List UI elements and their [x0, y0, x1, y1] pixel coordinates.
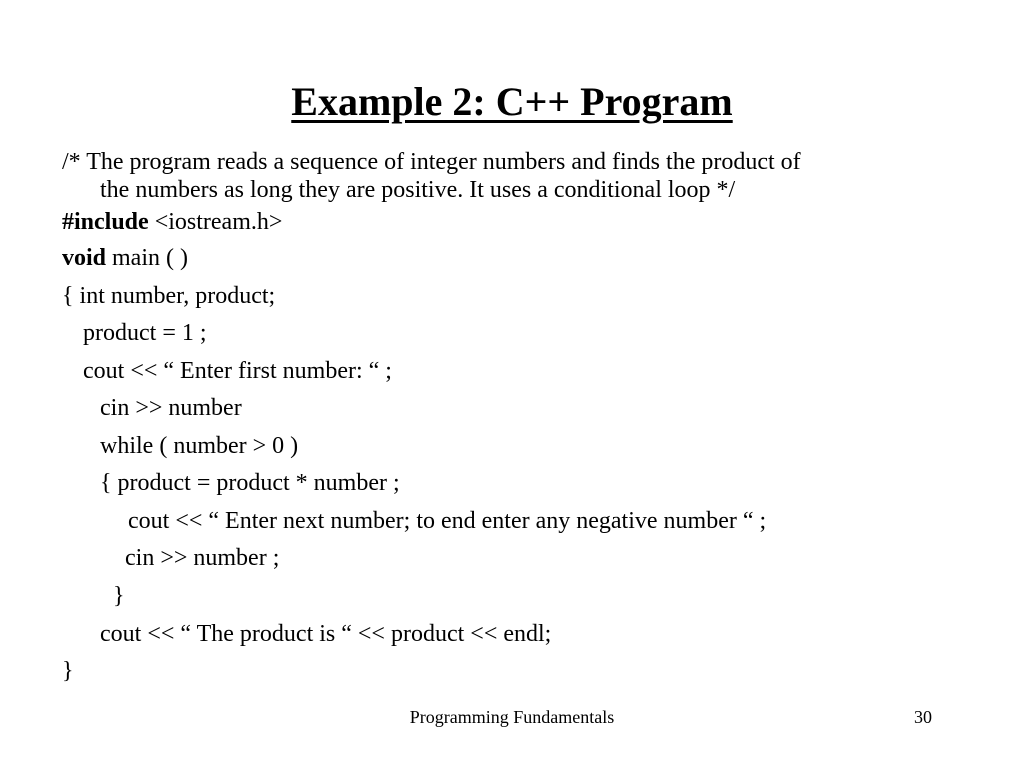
code-line: cin >> number: [100, 395, 242, 421]
code-line: { int number, product;: [62, 283, 276, 309]
comment-line-1: /* The program reads a sequence of integer numbers and finds the product of: [62, 149, 801, 175]
code-line: cout << “ Enter first number: “ ;: [83, 358, 392, 384]
comment-line-2: the numbers as long they are positive. It uses a conditional loop */: [100, 177, 736, 203]
code-line: { product = product * number ;: [100, 470, 400, 496]
code-line: cout << “ The product is “ << product << endl;: [100, 621, 552, 647]
code-line: }: [62, 658, 74, 684]
include-line: [62, 208, 282, 236]
code-line: cin >> number ;: [125, 545, 280, 571]
slide-title: Example 2: C++ Program: [291, 79, 733, 124]
main-signature-rest: main ( ): [106, 245, 188, 271]
code-line: product = 1 ;: [83, 320, 207, 346]
footer-page-number: 30: [914, 707, 932, 727]
include-rest: <iostream.h>: [148, 209, 283, 235]
include-keyword: #include: [62, 209, 149, 235]
code-line: while ( number > 0 ): [100, 433, 299, 459]
code-line: }: [113, 583, 125, 609]
code-line: cout << “ Enter next number; to end enter any negative number “ ;: [128, 508, 767, 534]
main-signature-line: [62, 244, 188, 272]
footer-course: Programming Fundamentals: [409, 707, 615, 727]
void-keyword: void: [62, 245, 107, 271]
